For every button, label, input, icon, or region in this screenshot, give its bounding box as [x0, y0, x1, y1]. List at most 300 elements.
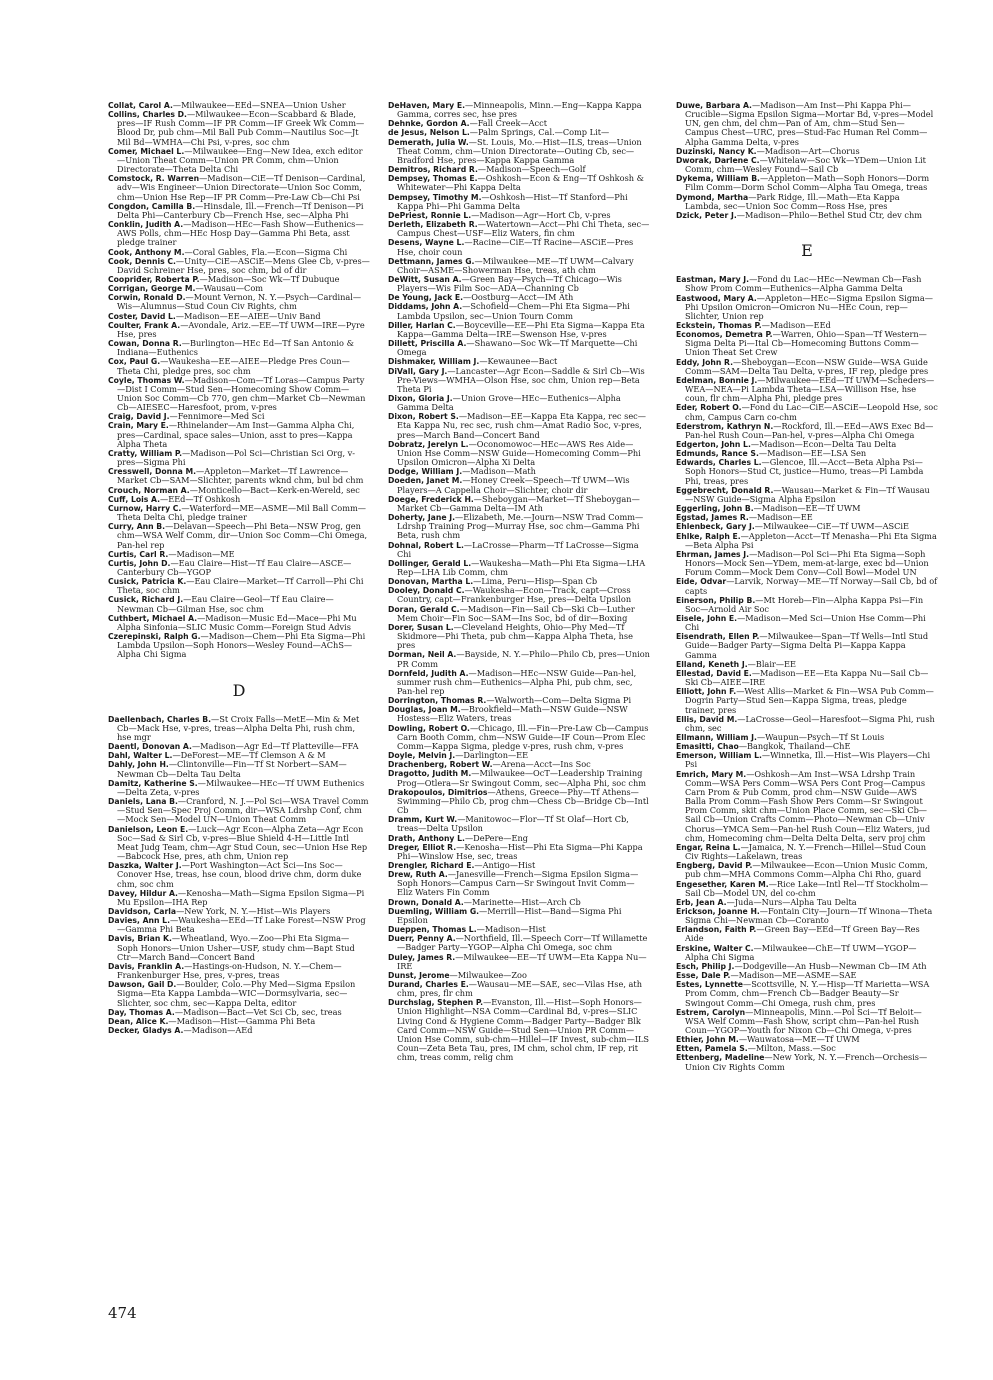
entry-details: —Madison—AEd [183, 1025, 253, 1035]
entry-name: Duley, James R. [388, 952, 456, 962]
entry-name: Davis, Franklin A. [108, 961, 185, 971]
directory-entry [676, 156, 938, 174]
entry-name: Dawson, Gail D. [108, 980, 177, 990]
directory-entry [108, 293, 370, 311]
directory-entry [108, 421, 370, 448]
entry-details: —Fennimore—Med Sci [169, 411, 265, 422]
entry-details: —Marinette—Hist—Arch Cb [463, 896, 581, 907]
entry-name: Dowling, Robert O. [388, 723, 470, 733]
entry-name: Dodge, William J. [388, 467, 463, 477]
entry-details: —Park Ridge, Ill.—Math—Eta Kappa Lambda, sec—Union Soc Comm—Ross Hse, pres [685, 191, 900, 211]
entry-name: Eisendrath, Ellen P. [676, 632, 760, 642]
entry-details: —Clintonville—Fin—Tf St Norbert—SAM—Newman Cb—Delta Tau Delta [117, 759, 347, 779]
entry-details: —Milwaukee—EE—Tf UWM—Eta Kappa Nu—IRE [397, 951, 647, 971]
entry-details: —Rockford, Ill.—EEd—AWS Exec Bd—Pan-hel Rush Coun—Pan-hel, v-pres—Alpha Chi Omega [685, 420, 934, 440]
entry-name: De Young, Jack E. [388, 293, 464, 303]
entry-name: Dragotto, Judith M. [388, 769, 472, 779]
entry-details: —Boyceville—EE—Phi Eta Sigma—Kappa Eta Kappa—Gamma Delta—IRE—Swenson Hse, v-pres [397, 319, 645, 339]
entry-name: Doran, Gerald C. [388, 604, 460, 614]
entry-name: Demitros, Richard R. [388, 165, 478, 175]
entry-details: —Darlington—EE [455, 750, 529, 761]
entry-name: Crain, Mary E. [108, 421, 169, 431]
entry-details: —Madison—Math [462, 466, 536, 477]
entry-details: —Arena—Acct—Ins Soc [492, 759, 591, 770]
directory-entry [676, 715, 938, 733]
entry-name: Davis, Brian K. [108, 934, 172, 944]
entry-name: Donovan, Martha L. [388, 577, 474, 587]
entry-name: Dorrington, Thomas R. [388, 696, 487, 706]
directory-entry [676, 770, 938, 843]
directory-entry [388, 220, 650, 238]
entry-name: Duwe, Barbara A. [676, 101, 752, 110]
entry-details: —Northfield, Ill.—Speech Corr—Tf Willamette—Badger Party—YGOP—Alpha Chi Omega, soc chm [397, 933, 648, 953]
entry-name: Derleth, Elizabeth R. [388, 220, 478, 230]
entry-name: Doege, Frederick H. [388, 494, 474, 504]
directory-entry [676, 907, 938, 925]
column-2 [388, 101, 650, 1062]
entry-details: —Madison—Pol Sci—Phi Eta Sigma—Soph Honors—Mock Sen—YDem, mem-at-large, exec bd—Union Forum Comm—Mock Dem Conv—Coll Bowl—Model UN [685, 548, 929, 578]
entry-details: —DePere—Eng [464, 832, 528, 843]
directory-entry [108, 934, 370, 961]
entry-details: —Fontain City—Journ—Tf Winona—Theta Sigma Chi—Newman Cb—Coranto [685, 905, 933, 926]
directory-entry [676, 596, 938, 614]
directory-entry [388, 412, 650, 439]
entry-details: —Milwaukee—CiE—Tf UWM—ASCiE [754, 521, 910, 532]
entry-details: —Union Grove—HEc—Euthenics—Alpha Gamma Delta [397, 393, 621, 413]
entry-name: Diddams, John A. [388, 302, 463, 312]
entry-details: —Rhinelander—Am Inst—Gamma Alpha Chi, pres—Cardinal, space sales—Union, asst to pres—Kappa Alpha Theta [117, 420, 355, 449]
entry-details: —Madison—Agr—Hort Cb, v-pres [471, 209, 611, 220]
directory-entry [388, 934, 650, 952]
entry-name: Engesether, Karen M. [676, 879, 769, 889]
entry-name: Czerepinski, Ralph G. [108, 632, 201, 642]
entry-name: Cuthbert, Michael A. [108, 613, 198, 623]
entry-name: Dykema, William B. [676, 174, 760, 184]
entry-details: —Wausau—Com [195, 283, 264, 294]
directory-entry [676, 550, 938, 577]
directory-entry [676, 614, 938, 632]
directory-entry [676, 193, 938, 211]
entry-details: —Waupun—Psych—Tf St Louis [756, 732, 885, 742]
entry-name: Engberg, David P. [676, 861, 753, 871]
entry-name: Duemling, William G. [388, 906, 480, 916]
entry-details: —Milwaukee—Econ—Union Music Comm, pub chm—MHA Commons Comm—Alpha Chi Rho, guard [685, 860, 928, 880]
entry-name: Drath, Anthony L. [388, 833, 465, 843]
directory-entry [676, 403, 938, 421]
entry-details: —Madison—Com—Tf Loras—Campus Party—Dist I Comm—Stud Sen—Homecoming Show Comm—Union Soc Comm—Cb 770, gen chm—Market Cb—Newman Cb—AIESEC—Haresfoot, prom, v-pres [117, 374, 366, 413]
entry-name: Dean, Alice K. [108, 1016, 169, 1026]
directory-entry [388, 275, 650, 293]
entry-details: —Madison—Music Ed—Mace—Phi Mu Alpha Sinfonia—SLIC Music Comm—Foreign Stud Advis [117, 612, 357, 632]
section-letter: D [232, 680, 246, 700]
entry-name: Dillett, Priscilla A. [388, 339, 467, 349]
entry-name: Ederstrom, Kathryn N. [676, 421, 774, 431]
directory-entry [676, 422, 938, 440]
directory-entry [108, 595, 370, 613]
entry-details: —Wausau—Market & Fin—Tf Wausau—NSW Guide—Sigma Alpha Epsilon [685, 484, 930, 504]
entry-details: —Green Bay—EEd—Tf Green Bay—Res Aide [685, 924, 920, 944]
section-letter: E [801, 241, 813, 261]
entry-name: DeHaven, Mary E. [388, 101, 465, 110]
entry-name: Dixon, Robert S. [388, 412, 459, 422]
entry-details: —LaCrosse—Pharm—Tf LaCrosse—Sigma Chi [397, 539, 639, 559]
entry-name: Durchslag, Stephen P. [388, 998, 484, 1008]
entry-details: —Eau Claire—Geol—Tf Eau Claire—Newman Cb—Gilman Hse, soc chm [117, 594, 334, 614]
entry-name: Davidson, Carla [108, 906, 177, 916]
entry-details: —Lancaster—Agr Econ—Saddle & Sirl Cb—Wis Pre-Views—WMHA—Olson Hse, soc chm, Union rep—Beta Theta Pi [397, 365, 645, 394]
entry-name: Dworak, Darlene C. [676, 155, 760, 165]
directory-entry [108, 861, 370, 888]
directory-entry [108, 376, 370, 413]
entry-details: —Winnetka, Ill.—Hist—Wis Players—Chi Psi [685, 750, 931, 770]
directory-entry [388, 559, 650, 577]
entry-name: Corwin, Ronald D. [108, 293, 186, 303]
entry-name: Daniels, Lana B. [108, 797, 178, 807]
directory-entry [676, 486, 938, 504]
directory-entry [108, 916, 370, 934]
directory-entry [676, 174, 938, 192]
entry-name: Coster, David L. [108, 311, 176, 321]
directory-entry [676, 861, 938, 879]
entry-name: Dahl, Walter L. [108, 751, 173, 761]
entry-name: Etten, Pamela S. [676, 1044, 748, 1054]
entry-details: —Sheboygan—Market—Tf Sheboygan—Market Cb—Gamma Delta—IM Ath [397, 493, 640, 513]
entry-name: Davies, Ann L. [108, 916, 170, 926]
entry-name: Erb, Jean A. [676, 897, 727, 907]
entry-name: Congdon, Camilla B. [108, 201, 196, 211]
directory-entry [108, 504, 370, 522]
directory-entry [388, 788, 650, 815]
entry-details: —Fond du Lac—CiE—ASCiE—Leopold Hse, soc chm, Campus Carn co-chm [685, 402, 938, 422]
directory-entry [108, 715, 370, 742]
entry-details: —Larvik, Norway—ME—Tf Norway—Sail Cb, bd of capts [685, 576, 938, 596]
directory-entry [388, 705, 650, 723]
directory-entry [676, 358, 938, 376]
directory-entry [388, 238, 650, 256]
entry-name: Estes, Lynnette [676, 980, 743, 990]
entry-details: —Shawano—Soc Wk—Tf Marquette—Chi Omega [397, 338, 638, 358]
entry-name: Dooley, Donald C. [388, 586, 465, 596]
directory-entry [388, 257, 650, 275]
entry-name: Dishmaker, William J. [388, 357, 480, 367]
directory-entry [108, 257, 370, 275]
entry-name: Dramm, Kurt W. [388, 815, 458, 825]
entry-name: Elliott, John F. [676, 687, 737, 697]
directory-entry [388, 953, 650, 971]
directory-entry [108, 760, 370, 778]
entry-details: —Milwaukee—ME—Tf UWM—Calvary Choir—ASME—Showerman Hse, treas, ath chm [397, 255, 634, 275]
entry-details: —Luck—Agr Econ—Alpha Zeta—Agr Econ Soc—Sad & Sirl Cb, v-pres—Blue Shield 4-H—Little Intl Meat Judg Team, chm—Agr Stud Coun, sec—Union Hse Rep—Babcock Hse, pres, ath chm, Union rep [117, 823, 368, 862]
entry-name: Comstock, R. Warren [108, 174, 200, 184]
directory-entry [108, 779, 370, 797]
directory-entry [108, 559, 370, 577]
entry-details: —Oshkosh—Am Inst—WSA Ldrshp Train Comm—WSA Pers Comm—WSA Pers Cont Prog—Campus Carn Prom & Pub Comm, prod chm—NSW Guide—AWS Balla Prom Comm—Fash Show Pers Comm—Sr Swingout Prom Comm, skit chm—Union Place Comm, sec—Ski Cb—Sail Cb—Union Crafts Comm—Photo—Newman Cb—Univ Chorus—YMCA Sem—Pan-hel Rush Coun—Eliz Waters, jud chm, Homecoming chm—Delta Delta Delta, serv proj chm [685, 768, 931, 843]
directory-entry [676, 880, 938, 898]
directory-entry [108, 614, 370, 632]
entry-name: Dunst, Jerome [388, 970, 450, 980]
entry-name: Davey, Hildur A. [108, 888, 178, 898]
entry-name: Ehlke, Ralph E. [676, 531, 741, 541]
entry-name: Ettenberg, Madeline [676, 1053, 765, 1063]
entry-name: de Jesus, Nelson L. [388, 128, 470, 138]
directory-entry [676, 669, 938, 687]
entry-details: —Madison—Bact—Vet Sci Cb, sec, treas [174, 1006, 342, 1017]
directory-entry [108, 467, 370, 485]
directory-entry [108, 174, 370, 201]
entry-name: Doherty, Jane J. [388, 513, 456, 523]
directory-entry [388, 769, 650, 787]
directory-entry [676, 1053, 938, 1071]
entry-name: Daellenbach, Charles B. [108, 714, 212, 724]
entry-details: —Scottsville, N. Y.—Hisp—Tf Marietta—WSA Prom Comm, chm—French Cb—Badger Beauty—Sr Swingout Comm—Chi Omega, rush chm, pres [685, 979, 930, 1008]
entry-details: —Madison—EE [748, 512, 813, 523]
directory-entry [676, 925, 938, 943]
entry-name: Dettmann, James G. [388, 256, 475, 266]
entry-details: —Walworth—Com—Delta Sigma Pi [486, 695, 632, 706]
directory-entry [676, 532, 938, 550]
directory-entry [388, 513, 650, 540]
entry-details: —Madison—HEc—Fash Show—Euthenics—AWS Polls, chm—HEc Hosp Day—Gamma Phi Beta, asst pledge trainer [117, 219, 364, 248]
entry-name: Erickson, Joanne H. [676, 906, 760, 916]
entry-details: —Wauwatosa—ME—Tf UWM [738, 1034, 860, 1045]
entry-name: Eastwood, Mary A. [676, 293, 757, 303]
entry-name: Emasitti, Chao [676, 742, 739, 752]
entry-details: —Boulder, Colo.—Phy Med—Sigma Epsilon Sigma—Eta Kappa Lambda—WIC—Dormsylvaria, sec—Slichter, soc chm, sec—Kappa Delta, editor [117, 979, 356, 1008]
entry-name: Drachenberg, Robert W. [388, 760, 493, 770]
entry-name: Dohnal, Robert L. [388, 540, 464, 550]
directory-entry [388, 476, 650, 494]
entry-details: —Evanston, Ill.—Hist—Soph Honors—Union Highlight—NSA Comm—Cardinal Bd, v-pres—SLIC Living Cond & Hygiene Comm—Badger Party—Badger Blk Card Comm—NSW Guide—Stud Sen—Union PR Comm—Union Hse Comm, sub-chm—Hillel—IF Invest, sub-chm—ILS Coun—Zeta Beta Tau, pres, IM chm, schol chm, IF rep, rit chm, treas comm, relig chm [397, 997, 650, 1063]
directory-entry [388, 907, 650, 925]
directory-entry [108, 577, 370, 595]
directory-entry [676, 751, 938, 769]
entry-name: Eastman, Mary J. [676, 275, 750, 285]
page-number: 474 [108, 1304, 137, 1322]
entry-name: Drengler, Richard E. [388, 860, 475, 870]
entry-name: Estrem, Carolyn [676, 1007, 746, 1017]
directory-entry [388, 843, 650, 861]
entry-details: —Madison—Fin—Sail Cb—Ski Cb—Luther Mem Choir—Fin Soc—SAM—Ins Soc, bd of dir—Boxing [397, 603, 635, 623]
entry-name: Corrigan, George M. [108, 284, 196, 294]
entry-details: —Madison—HEc—NSW Guide—Pan-hel, summer rush chm—Euthenics—Alpha Phi, pub chm, sec, Pan-hel rep [397, 667, 637, 696]
entry-name: Ehlenbeck, Gary J. [676, 522, 755, 532]
directory-entry [388, 586, 650, 604]
entry-name: Ellmann, William J. [676, 733, 757, 742]
entry-details: —Waukesha—Math—Phi Eta Sigma—LHA Rep—LHA Lib Comm, chm [397, 557, 646, 577]
directory-entry [388, 650, 650, 668]
entry-details: —EEd—Tf Oshkosh [160, 493, 241, 504]
entry-details: —Kenosha—Math—Sigma Epsilon Sigma—Pi Mu Epsilon—IHA Rep [117, 887, 365, 907]
directory-entry [108, 1026, 370, 1035]
entry-details: —Dodgeville—An Husb—Newman Cb—IM Ath [734, 960, 927, 971]
directory-entry [108, 321, 370, 339]
entry-details: —Whitelaw—Soc Wk—YDem—Union Lit Comm, chm—Wesley Found—Sail Cb [685, 154, 926, 175]
entry-name: Edgerton, John L. [676, 440, 751, 449]
entry-name: Eggebrecht, Donald R. [676, 485, 774, 495]
entry-details: —Rice Lake—Intl Rel—Tf Stockholm—Sail Cb—Model UN, del co-chm [685, 878, 929, 898]
entry-details: —Brookfield—Math—NSW Guide—NSW Hostess—Eliz Waters, treas [397, 704, 628, 724]
entry-details: —Waukesha—Econ—Track, capt—Cross Country, capt—Frankenburger Hse, pres—Delta Upsilon [397, 585, 632, 605]
entry-name: Emrich, Mary M. [676, 769, 747, 779]
entry-details: —Port Washington—Act Sci—Ins Soc—Conover Hse, treas, hse coun, blood drive chm, dorm duke chm, soc chm [117, 860, 362, 889]
directory-entry [108, 889, 370, 907]
directory-entry [108, 632, 370, 659]
column-1 [108, 101, 370, 1035]
entry-name: Cowan, Donna R. [108, 339, 182, 349]
entry-details: —Juda—Nurs—Alpha Tau Delta [726, 896, 857, 907]
entry-name: Edwards, Charles L. [676, 458, 762, 468]
entry-name: Crouch, Norman A. [108, 485, 190, 495]
entry-details: —Minneapolis, Minn.—Pol Sci—Tf Beloit—WSA Welf Comm—Fash Show, script chm—Pan-hel Rush Coun—YGOP—Youth for Nixon Cb—Chi Omega, v-pres [685, 1006, 922, 1035]
entry-name: Collat, Carol A. [108, 101, 173, 110]
entry-name: Erlandson, Faith P. [676, 925, 757, 935]
directory-entry [388, 724, 650, 751]
entry-name: Eggerling, John B. [676, 504, 754, 514]
entry-name: Daentl, Donovan A. [108, 742, 192, 752]
entry-details: —Wausau—ME—SAE, sec—Vilas Hse, ath chm, pres, flr chm [397, 979, 642, 999]
entry-details: —Milwaukee—HEc—Tf UWM Euthenics—Delta Zeta, v-pres [117, 777, 365, 797]
entry-name: Curnow, Harry C. [108, 503, 182, 513]
entry-details: —Madison—Soc Wk—Tf Dubuque [199, 273, 340, 284]
entry-details: —Oostburg—Acct—IM Ath [463, 292, 574, 303]
entry-details: —Eau Claire—Market—Tf Carroll—Phi Chi Theta, soc chm [117, 576, 364, 596]
entry-name: Esse, Dale P. [676, 971, 731, 981]
entry-details: —Appleton—Acct—Tf Menasha—Phi Eta Sigma—Beta Alpha Psi [685, 530, 937, 550]
entry-details: —Hinsdale, Ill.—French—Tf Denison—Pi Delta Phi—Canterbury Cb—French Hse, sec—Alpha Phi [117, 200, 364, 220]
entry-details: —Fond du Lac—HEc—Newman Cb—Fash Show Prom Comm—Euthenics—Alpha Gamma Delta [685, 274, 922, 294]
entry-name: Danielson, Leon E. [108, 824, 189, 834]
entry-name: Dueppen, Thomas L. [388, 925, 477, 935]
entry-details: —West Allis—Market & Fin—WSA Pub Comm—Dogrin Party—Stud Sen—Kappa Sigma, treas, pledge trainer, pres [685, 686, 934, 715]
entry-details: —DeForest—ME—Tf Clemson A & M [172, 750, 326, 761]
directory-entry [676, 294, 938, 321]
entry-name: Curry, Ann B. [108, 522, 166, 532]
entry-name: Doeden, Janet M. [388, 476, 463, 486]
entry-details: —Watertown—Acct—Phi Chi Theta, sec—Campus Chest—USF—Eliz Waters, fin chm [397, 219, 650, 239]
directory-entry [108, 449, 370, 467]
entry-name: Economos, Demetra P. [676, 330, 773, 340]
directory-entry [676, 843, 938, 861]
directory-entry [388, 193, 650, 211]
entry-details: —Blair—EE [747, 658, 796, 669]
entry-name: Dehnke, Gordon A. [388, 119, 470, 129]
entry-details: —Athens, Greece—Phy—Tf Athens—Swimming—Philo Cb, prog chm—Chess Cb—Bridge Cb—Intl Cb [397, 786, 649, 816]
entry-details: —Janesville—French—Sigma Epsilon Sigma—Soph Honors—Campus Carn—Sr Swingout Invit Comm—Eliz Waters Fin Comm [397, 869, 639, 898]
entry-details: —Waukesha—EE—AIEE—Pledge Pres Coun—Theta Chi, pledge pres, soc chm [117, 356, 350, 376]
entry-details: —Schofield—Chem—Phi Eta Sigma—Phi Lambda Upsilon, sec—Union Tourn Comm [397, 301, 630, 321]
entry-name: Collins, Charles D. [108, 110, 187, 120]
directory-entry [388, 302, 650, 320]
entry-details: —Sheboygan—Econ—NSW Guide—WSA Guide Comm—SAM—Delta Tau Delta, v-pres, IF rep, pledge pres [685, 356, 929, 376]
entry-name: Curtis, Carl R. [108, 549, 169, 559]
entry-name: Conklin, Judith A. [108, 220, 184, 230]
entry-name: Cox, Paul G. [108, 357, 161, 367]
entry-details: —New York, N. Y.—French—Orchesis—Union Civ Rights Comm [685, 1052, 928, 1072]
entry-details: —Madison—EE—Tf UWM [753, 503, 861, 514]
directory-entry [108, 522, 370, 549]
entry-details: —Kewaunee—Bact [479, 356, 558, 367]
directory-entry [388, 541, 650, 559]
entry-details: —Madison—EE—Kappa Eta Kappa, rec sec—Eta Kappa Nu, rec sec, rush chm—Amat Radio Soc, v-pres, pres—March Band—Concert Band [397, 411, 646, 440]
entry-details: —Milwaukee—Zoo [449, 969, 527, 980]
entry-details: —Appleton—HEc—Sigma Epsilon Sigma—Phi Upsilon Omicron—Omicron Nu—HEc Coun, rep—Slichter, Union rep [685, 292, 933, 321]
entry-details: —Warren, Ohio—Span—Tf Western—Sigma Delta Pi—Ital Cb—Homecoming Buttons Comm—Union Theat Set Crew [685, 329, 927, 358]
directory-entry [388, 870, 650, 897]
entry-name: Dreger, Elliot R. [388, 842, 457, 852]
entry-details: —Coral Gables, Fla.—Econ—Sigma Chi [184, 246, 348, 257]
entry-name: Esch, Philip J. [676, 961, 735, 971]
entry-details: —Delavan—Speech—Phi Beta—NSW Prog, gen chm—WSA Welf Comm, dir—Union Soc Comm—Chi Omega, Pan-hel rep [117, 521, 368, 550]
entry-details: —Honey Creek—Speech—Tf UWM—Wis Players—A Cappella Choir—Slichter, choir dir [397, 475, 630, 495]
entry-details: —Milwaukee—ChE—Tf UWM—YGOP—Alpha Chi Sigma [685, 942, 917, 962]
directory-entry [676, 101, 938, 147]
entry-name: Dornfeld, Judith A. [388, 668, 469, 678]
entry-name: Einerson, Philip B. [676, 595, 756, 605]
entry-details: —Eau Claire—Hist—Tf Eau Claire—ASCE—Canterbury Cb—YGOP [117, 557, 352, 577]
entry-name: Cratty, William P. [108, 448, 183, 458]
directory-entry [108, 202, 370, 220]
entry-details: —Lima, Peru—Hisp—Span Cb [473, 576, 598, 587]
entry-name: Dymond, Martha [676, 192, 749, 202]
directory-entry [388, 495, 650, 513]
entry-name: Comer, Michael L. [108, 146, 185, 156]
entry-details: —Madison—Philo—Bethel Stud Ctr, dev chm [736, 209, 923, 220]
entry-name: Egstad, James R. [676, 513, 749, 523]
entry-name: Emerson, William L. [676, 751, 762, 761]
directory-entry [676, 632, 938, 659]
entry-name: Eisele, John E. [676, 613, 738, 623]
entry-name: Engar, Reina L. [676, 842, 741, 852]
directory-entry [676, 330, 938, 357]
entry-name: Elland, Keneth J. [676, 659, 748, 669]
directory-entry [108, 980, 370, 1007]
entry-details: —Madison—Chem—Phi Eta Sigma—Phi Lambda Upsilon—Soph Honors—Wesley Found—AChS—Alpha Chi Sigma [117, 631, 366, 660]
entry-name: Doyle, Melvin J. [388, 751, 456, 761]
entry-name: Dorman, Neil A. [388, 650, 457, 660]
entry-name: Cook, Anthony M. [108, 247, 185, 257]
directory-entry [108, 825, 370, 862]
directory-entry [388, 321, 650, 339]
entry-details: —Madison—Am Inst—Phi Kappa Phi—Crucible—Sigma Epsilon Sigma—Mortar Bd, v-pres—Model UN, gen chm, del chm—Pan of Am, chm—Stud Sen—Campus Chest—URC, pres—Stud-Fac Human Rel Comm—Alpha Gamma Delta, v-pres [685, 100, 934, 147]
directory-entry [108, 962, 370, 980]
entry-name: Ehrman, James J. [676, 549, 750, 559]
entry-name: Coyle, Thomas W. [108, 375, 185, 385]
directory-entry [676, 577, 938, 595]
column-3 [676, 101, 938, 1072]
entry-details: —Minneapolis, Minn.—Eng—Kappa Kappa Gamma, corres sec, hse pres [397, 100, 642, 120]
entry-name: Douglas, Joan M. [388, 705, 461, 715]
entry-name: Damitz, Katherine S. [108, 778, 198, 788]
entry-name: Durand, Charles E. [388, 980, 469, 989]
entry-name: Ellis, David M. [676, 714, 738, 724]
directory-entry [108, 357, 370, 375]
entry-name: DiVall, Gary J. [388, 366, 448, 376]
entry-details: —Wheatland, Wyo.—Zoo—Phi Eta Sigma—Soph Honors—Union Usher—USF, study chm—Bapt Stud Ctr—March Band—Concert Band [117, 933, 355, 962]
entry-name: Edelman, Bonnie J. [676, 375, 758, 385]
directory-entry [388, 815, 650, 833]
entry-name: Dahly, John H. [108, 760, 169, 770]
directory-entry [388, 669, 650, 696]
entry-name: Eder, Robert O. [676, 403, 742, 413]
entry-name: Dorer, Susan L. [388, 622, 454, 632]
entry-details: —St. Louis, Mo.—Hist—ILS, treas—Union Theat Comm, chm—Union Directorate—Outing Cb, sec—Bradford Hse, pres—Kappa Kappa Gamma [397, 136, 642, 165]
directory-entry [388, 367, 650, 394]
entry-name: Cusick, Patricia K. [108, 577, 187, 587]
entry-name: Coopriđer, Roberta P. [108, 274, 200, 284]
directory-entry [388, 339, 650, 357]
entry-name: Edmunds, Rance S. [676, 449, 759, 459]
entry-name: Dixon, Gloria J. [388, 394, 453, 403]
